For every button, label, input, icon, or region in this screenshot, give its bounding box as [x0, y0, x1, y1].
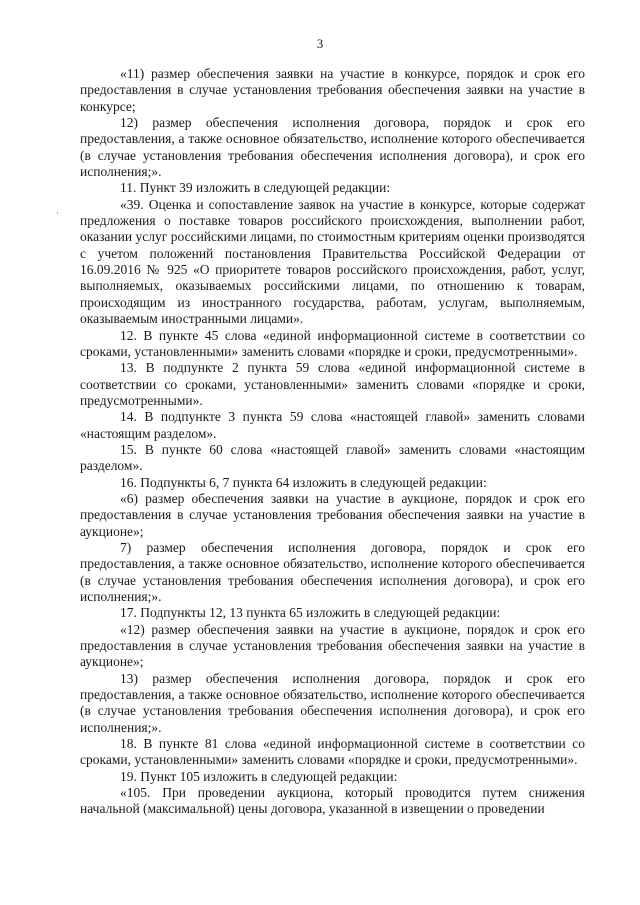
paragraph: «39. Оценка и сопоставление заявок на участие в конкурсе, которые содержат предложения о поставке товаров российского происхождения, выполнении работ, оказании услуг российскими лицами, по стоимостным критериям оценки производятся с учетом положений постановления Правительства Российской Федерации от 16.09.2016 № 925 «О приоритете товаров российского происхождения, работ, услуг, выполняемых, оказываемых российскими лицами, по отношению к товарам, происходящим из иностранного государства, работам, услугам, выполняемым, оказываемым иностранными лицами».: [80, 196, 585, 327]
paragraph: 12. В пункте 45 слова «единой информационной системе в соответствии со сроками, установленными» заменить словами «порядке и сроки, предусмотренными».: [80, 327, 585, 359]
paragraph: 13. В подпункте 2 пункта 59 слова «единой информационной системе в соответствии со сроками, установленными» заменить словами «порядке и сроки, предусмотренными».: [80, 360, 585, 408]
paragraph: «105. При проведении аукциона, который проводится путем снижения начальной (максимальной) цены договора, указанной в извещении о проведении: [80, 785, 585, 817]
paragraph: 15. В пункте 60 слова «настоящей главой» заменить словами «настоящим разделом».: [80, 441, 585, 474]
document-body: [80, 66, 585, 818]
paragraph: 7) размер обеспечения исполнения договора, порядок и срок его предоставления, а также основное обязательство, исполнение которого обеспечивается (в случае установления требования обеспечения исполнения договора), и срок его исполнения;».: [80, 539, 585, 604]
page-number: 3: [316, 36, 324, 51]
paragraph: «12) размер обеспечения заявки на участие в аукционе, порядок и срок его предоставления в случае установления требования обеспечения заявки на участие в аукционе»;: [80, 621, 585, 670]
paragraph: 18. В пункте 81 слова «единой информационной системе в соответствии со сроками, установленными» заменить словами «порядке и сроки, предусмотренными».: [80, 736, 585, 768]
paragraph: 13) размер обеспечения исполнения договора, порядок и срок его предоставления, а также основное обязательство, исполнение которого обеспечивается (в случае установления требования обеспечения исполнения договора), и срок его исполнения;».: [80, 670, 585, 735]
paragraph: 14. В подпункте 3 пункта 59 слова «настоящей главой» заменить словами «настоящим разделом».: [80, 409, 585, 441]
paragraph: «6) размер обеспечения заявки на участие в аукционе, порядок и срок его предоставления в случае установления требования обеспечения заявки на участие в аукционе»;: [80, 490, 585, 539]
paragraph: 17. Подпункты 12, 13 пункта 65 изложить в следующей редакции:: [120, 605, 501, 621]
paragraph: 16. Подпункты 6, 7 пункта 64 изложить в следующей редакции:: [120, 474, 487, 490]
paragraph: 19. Пункт 105 изложить в следующей редакции:: [120, 768, 398, 784]
paragraph: 11. Пункт 39 изложить в следующей редакции:: [120, 180, 391, 196]
paragraph: «11) размер обеспечения заявки на участие в конкурсе, порядок и срок его предоставления в случае установления требования обеспечения заявки на участие в конкурсе;: [80, 66, 585, 114]
paragraph: 12) размер обеспечения исполнения договора, порядок и срок его предоставления, а также основное обязательство, исполнение которого обеспечивается (в случае установления требования обеспечения исполнения договора), и срок его исполнения;».: [80, 115, 585, 180]
margin-mark: ·: [56, 208, 59, 218]
